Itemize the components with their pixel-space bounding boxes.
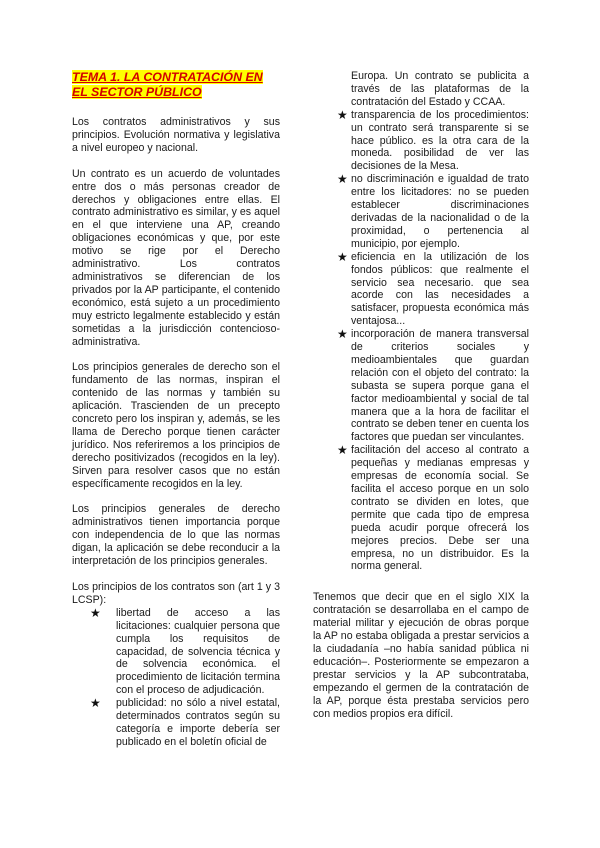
title-block [72,70,280,100]
principles-list-left [72,607,280,749]
list-item-text: transparencia de los procedimientos: un contrato será transparente si se hace público. es la otra cara de la moneda. posibilidad de ver las decisiones de la Mesa. [351,108,529,173]
list-item-text: eficiencia en la utilización de los fondos públicos: que realmente el servicio sea necesario. que sea acorde con las necesidades a satisfacer, propuesta económica más ventajosa... [351,250,529,328]
list-item-text: libertad de acceso a las licitaciones: cualquier persona que cumpla los requisitos de capacidad, de solvencia técnica y de solvencia económica. el procedimiento de licitación termina con el proceso de adjudicación. [116,606,280,697]
list-item-text: incorporación de manera transversal de criterios sociales y medioambientales que guardan relación con el objeto del contrato: la subasta se supera porque gana el factor medioambiental y social de tal manera que a la hora de facilitar el contrato se deben tener en cuenta los factores que puedan ser vinculantes. [351,328,529,444]
principles-list-right [313,109,529,574]
star-icon: ★ [337,107,348,122]
document-title: TEMA 1. LA CONTRATACIÓN EN EL SECTOR PÚBLICO [72,70,263,99]
subtitle-paragraph: Los contratos administrativos y sus principios. Evolución normativa y legislativa a nivel europeo y nacional. [72,116,280,154]
star-icon: ★ [337,443,348,458]
list-item-text: publicidad: no sólo a nivel estatal, determinados contratos según su categoría e importe debería ser publicado en el boletín oficial de [116,697,280,748]
principles-intro: Los principios de los contratos son (art 1 y 3 LCSP): [72,581,280,606]
list-continuation: Europa. Un contrato se publicita a través de las plataformas de la contratación del Estado y CCAA. [351,70,529,108]
list-item [313,109,529,174]
star-icon: ★ [90,696,101,711]
star-icon: ★ [90,605,101,620]
definition-paragraph: Un contrato es un acuerdo de voluntades entre dos o más personas creador de derechos y obligaciones entre ellas. El contrato administrativo es similar, y es aquel en el que interviene una AP, creando obligaciones económicas y que, por este motivo se rige por el Derecho administrativo. Los contratos administrativos se diferencian de los privados por la AP participante, el contenido económico, está sujeto a un procedimiento muy estricto legalmente establecido y están sometidas a la jurisdicción contencioso-administrativa. [72,167,280,348]
right-column [313,70,529,733]
list-item [90,697,280,749]
left-column [72,70,280,749]
closing-paragraph: Tenemos que decir que en el siglo XIX la contratación se desarrollaba en el campo de material militar y ejecución de obras porque la AP no estaba obligada a prestar servicios a la ciudadanía –no había sanidad pública ni educación–. Posteriormente se empezaron a prestar servicios y la AP subcontrataba, empezando el germen de la contratación de la AP, porque ésta prestaba servicios pero con medios propios era difícil. [313,591,529,720]
list-item [313,173,529,250]
star-icon: ★ [337,172,348,187]
list-item [313,444,529,573]
list-item [313,251,529,328]
list-item-text: facilitación del acceso al contrato a pequeñas y medianas empresas y empresas de economía social. Se facilita el acceso porque en un solo contrato se dividen en lotes, que permite que cada tipo de empresa pueda acudir porque ofrecerá los mejores precios. Debe ser una empresa, no un distribuidor. Es la norma general. [351,444,529,573]
principles-paragraph: Los principios generales de derecho son el fundamento de las normas, inspiran el contenido de las normas y también su aplicación. Trascienden de un precepto concreto pero los inspiran y, además, se les llama de Derecho porque tienen carácter jurídico. Nos referiremos a los principios de derecho positivizados (recogidos en la ley). Sirven para resolver casos que no están específicamente recogidos en la ley. [72,361,280,490]
list-item [313,328,529,444]
star-icon: ★ [337,327,348,342]
star-icon: ★ [337,249,348,264]
importance-paragraph: Los principios generales de derecho administrativos tienen importancia porque con independencia de lo que las normas digan, la aplicación se debe reconducir a la interpretación de los principios generales. [72,503,280,568]
list-item [90,607,280,697]
list-item-text: no discriminación e igualdad de trato entre los licitadores: no se pueden establecer discriminaciones derivadas de la nacionalidad o de la proximidad, o pertenencia al municipio, por ejemplo. [351,173,529,250]
